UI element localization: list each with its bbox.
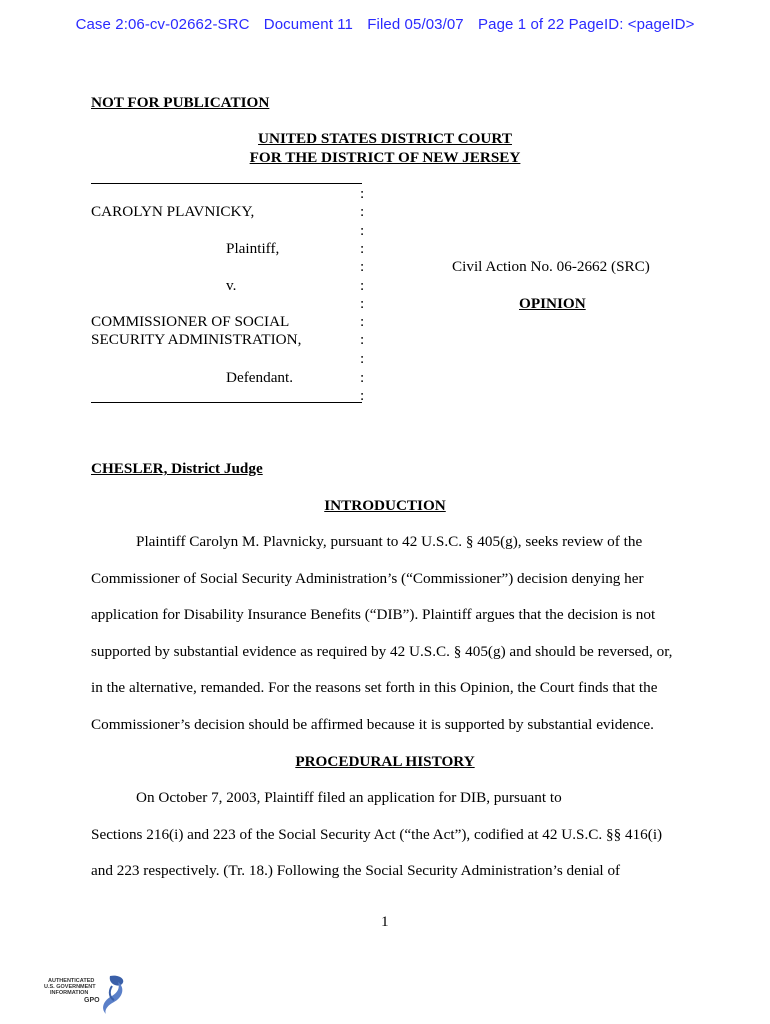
caption-colon: :: [360, 331, 365, 348]
page-number: 1: [381, 913, 389, 930]
caption-colon: :: [360, 369, 365, 386]
document-header: [0, 16, 770, 33]
section-heading-introduction: INTRODUCTION: [324, 497, 446, 514]
caption-colon: :: [360, 350, 365, 367]
paragraph-line: supported by substantial evidence as required by 42 U.S.C. § 405(g) and should be reversed, or,: [91, 643, 673, 660]
caption-colon: :: [360, 387, 365, 404]
caption-colon: :: [360, 277, 365, 294]
judge-name: CHESLER, District Judge: [91, 460, 263, 477]
paragraph-line: Plaintiff Carolyn M. Plavnicky, pursuant to 42 U.S.C. § 405(g), seeks review of the: [136, 533, 643, 550]
caption-colon: :: [360, 240, 365, 257]
section-heading-procedural-history: PROCEDURAL HISTORY: [295, 753, 475, 770]
civil-action-number: Civil Action No. 06-2662 (SRC): [452, 258, 650, 275]
page-info: Page 1 of 22 PageID: <pageID>: [478, 16, 695, 33]
opinion-title: OPINION: [519, 295, 586, 312]
paragraph-line: Commissioner of Social Security Administration’s (“Commissioner”) decision denying her: [91, 570, 644, 587]
caption-colon: :: [360, 185, 365, 202]
versus: v.: [226, 277, 237, 294]
filed-date: Filed 05/03/07: [367, 16, 464, 33]
seal-text-line2: U.S. GOVERNMENT: [44, 984, 96, 990]
caption-colon: :: [360, 203, 365, 220]
seal-text-line1: AUTHENTICATED: [48, 978, 95, 984]
caption-bottom-rule: [91, 402, 362, 403]
caption-colon: :: [360, 295, 365, 312]
caption-colon: :: [360, 258, 365, 275]
paragraph-line: application for Disability Insurance Benefits (“DIB”). Plaintiff argues that the decision is not: [91, 606, 656, 623]
paragraph-line: Commissioner’s decision should be affirmed because it is supported by substantial evidence.: [91, 716, 654, 733]
eagle-emblem-icon: [96, 974, 128, 1014]
court-name-line1: UNITED STATES DISTRICT COURT: [258, 130, 512, 147]
paragraph-line: in the alternative, remanded. For the reasons set forth in this Opinion, the Court finds that the: [91, 679, 658, 696]
paragraph-line: Sections 216(i) and 223 of the Social Security Act (“the Act”), codified at 42 U.S.C. §§ 416(i): [91, 826, 663, 843]
caption-colon: :: [360, 313, 365, 330]
defendant-name-line2: SECURITY ADMINISTRATION,: [91, 331, 302, 348]
seal-text-line4: GPO: [84, 997, 100, 1004]
court-name-line2: FOR THE DISTRICT OF NEW JERSEY: [249, 149, 521, 166]
defendant-name-line1: COMMISSIONER OF SOCIAL: [91, 313, 290, 330]
document-number: Document 11: [263, 16, 353, 33]
paragraph-line: On October 7, 2003, Plaintiff filed an application for DIB, pursuant to: [136, 789, 562, 806]
caption-top-rule: [91, 183, 362, 184]
caption-colon: :: [360, 222, 365, 239]
plaintiff-name: CAROLYN PLAVNICKY,: [91, 203, 255, 220]
case-number: Case 2:06-cv-02662-SRC: [75, 16, 250, 33]
seal-text-line3: INFORMATION: [50, 990, 89, 996]
gpo-authentication-seal: [44, 972, 134, 1016]
defendant-role: Defendant.: [226, 369, 294, 386]
plaintiff-role: Plaintiff,: [226, 240, 280, 257]
not-for-publication: NOT FOR PUBLICATION: [91, 94, 270, 111]
paragraph-line: and 223 respectively. (Tr. 18.) Following the Social Security Administration’s denial of: [91, 862, 621, 879]
